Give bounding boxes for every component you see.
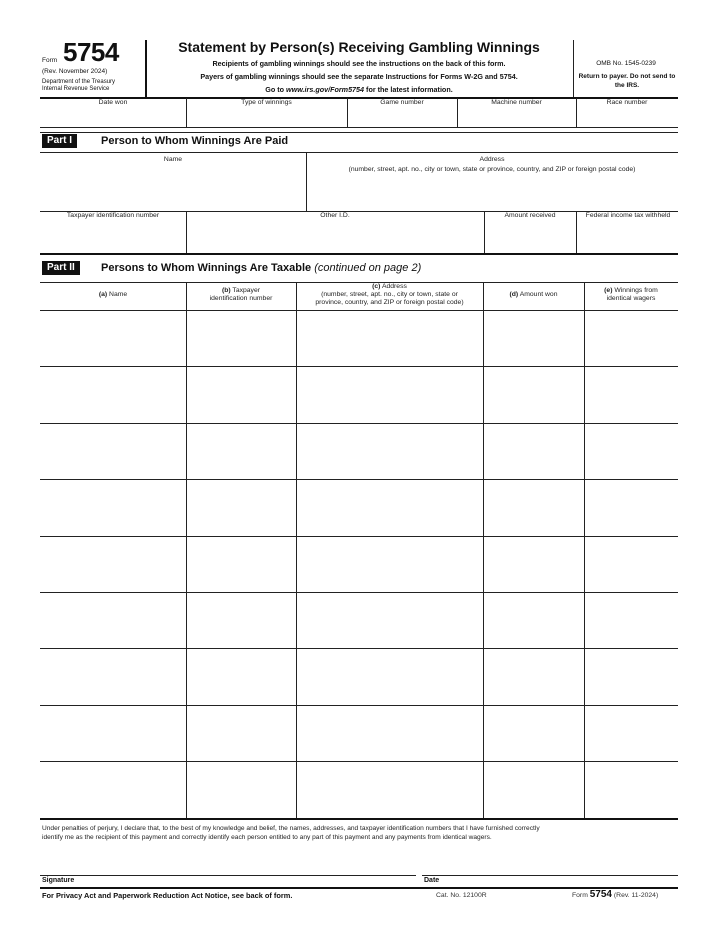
part-2-title: Persons to Whom Winnings Are Taxable [101,262,312,274]
form-label: Form [42,57,58,64]
signature-input[interactable] [42,858,416,876]
game-number-input[interactable] [349,109,459,127]
part-1-badge: Part I [42,134,77,148]
row-name-input[interactable] [43,540,187,590]
signature-label: Signature [42,877,75,884]
row-address-input[interactable] [299,540,484,590]
row-address-input[interactable] [299,709,484,759]
col-d-header: (d) Amount won [509,291,558,298]
other-id-label: Other I.D. [320,212,350,219]
row-address-input[interactable] [299,483,484,533]
privacy-act-notice: For Privacy Act and Paperwork Reduction Act Notice, see back of form. [42,891,293,900]
department-name: Department of the Treasury [42,79,116,85]
row-divider [40,366,678,367]
date-input[interactable] [424,858,678,876]
part-1-title: Person to Whom Winnings Are Paid [101,135,289,147]
agency-name: Internal Revenue Service [42,86,110,92]
row-address-input[interactable] [299,314,484,364]
row-tin-input[interactable] [189,765,297,815]
row-identical-wagers-input[interactable] [587,709,679,759]
federal-tax-withheld-input[interactable] [580,224,680,252]
machine-number-input[interactable] [459,109,578,127]
instruction-line-1: Recipients of gambling winnings should see the instructions on the back of this form. [212,59,506,68]
row-tin-input[interactable] [189,483,297,533]
row-tin-input[interactable] [189,709,297,759]
row-address-input[interactable] [299,427,484,477]
machine-number-label: Machine number [491,99,542,106]
amount-received-label: Amount received [504,212,556,219]
row-amount-won-input[interactable] [486,427,585,477]
col-c-header: (c) Address (number, street, apt. no., city or town, state or province, country, and ZIP or foreign postal code) [315,283,464,306]
row-address-input[interactable] [299,596,484,646]
row-amount-won-input[interactable] [486,370,585,420]
form-revision: (Rev. November 2024) [42,68,108,75]
instruction-line-3: Go to www.irs.gov/Form5754 for the latest information. [265,85,453,94]
row-amount-won-input[interactable] [486,709,585,759]
row-identical-wagers-input[interactable] [587,596,679,646]
row-identical-wagers-input[interactable] [587,652,679,702]
row-tin-input[interactable] [189,370,297,420]
address-sublabel: (number, street, apt. no., city or town, state or province, country, and ZIP or foreign postal code) [348,166,636,173]
date-label: Date [424,877,440,884]
col-e-header: (e) Winnings from identical wagers [604,287,658,302]
type-of-winnings-label: Type of winnings [241,99,292,106]
catalog-number: Cat. No. 12100R [436,892,487,899]
part-2-title-wrap [101,261,421,275]
col-a-header: (a) Name [98,291,128,298]
part-2-badge: Part II [42,261,80,275]
row-amount-won-input[interactable] [486,596,585,646]
row-tin-input[interactable] [189,427,297,477]
game-number-label: Game number [380,99,424,106]
col-b-header: (b) Taxpayer identification number [209,287,273,302]
row-name-input[interactable] [43,314,187,364]
row-amount-won-input[interactable] [486,314,585,364]
row-divider [40,479,678,480]
row-divider [40,536,678,537]
row-name-input[interactable] [43,483,187,533]
row-name-input[interactable] [43,427,187,477]
amount-received-input[interactable] [488,224,576,252]
address-label: Address [479,156,505,163]
perjury-statement: Under penalties of perjury, I declare that, to the best of my knowledge and belief, the names, addresses, and taxpayer identification numbers that I have furnished correctly identify me as the recipient of this payment and correctly identify each person entitled to any part of this payment and any payments from identical wagers. [42,825,540,841]
row-address-input[interactable] [299,765,484,815]
row-divider [40,705,678,706]
row-divider [40,648,678,649]
type-of-winnings-input[interactable] [188,109,349,127]
federal-tax-withheld-label: Federal income tax withheld [585,212,671,219]
date-won-label: Date won [98,99,128,106]
irs-url-link[interactable]: www.irs.gov/Form5754 [286,85,365,94]
return-to-payer-note: Return to payer. Do not send to the IRS. [578,73,676,89]
instruction-line-2: Payers of gambling winnings should see the separate Instructions for Forms W-2G and 5754. [200,72,518,81]
row-name-input[interactable] [43,596,187,646]
row-divider [40,761,678,762]
row-amount-won-input[interactable] [486,540,585,590]
row-amount-won-input[interactable] [486,765,585,815]
form-number: 5754 [63,37,119,67]
race-number-input[interactable] [578,109,680,127]
row-tin-input[interactable] [189,596,297,646]
row-tin-input[interactable] [189,652,297,702]
row-identical-wagers-input[interactable] [587,540,679,590]
race-number-label: Race number [606,99,648,106]
row-identical-wagers-input[interactable] [587,765,679,815]
date-won-input[interactable] [42,109,188,127]
tin-label: Taxpayer identification number [66,212,160,219]
row-identical-wagers-input[interactable] [587,483,679,533]
row-name-input[interactable] [43,652,187,702]
form-title: Statement by Person(s) Receiving Gambling Winnings [178,39,540,55]
part-2-continued-note: (continued on page 2) [314,262,422,274]
row-name-input[interactable] [43,765,187,815]
name-label: Name [163,156,183,163]
row-divider [40,592,678,593]
row-divider [40,423,678,424]
footer-form-id: Form 5754 (Rev. 11-2024) [572,889,659,900]
omb-number: OMB No. 1545-0239 [596,60,656,67]
tin-input[interactable] [44,224,186,252]
row-name-input[interactable] [43,370,187,420]
row-tin-input[interactable] [189,540,297,590]
row-identical-wagers-input[interactable] [587,427,679,477]
row-amount-won-input[interactable] [486,652,585,702]
row-address-input[interactable] [299,370,484,420]
row-name-input[interactable] [43,709,187,759]
row-identical-wagers-input[interactable] [587,370,679,420]
row-identical-wagers-input[interactable] [587,314,679,364]
row-address-input[interactable] [299,652,484,702]
name-input[interactable] [44,172,306,208]
row-amount-won-input[interactable] [486,483,585,533]
address-input[interactable] [310,178,678,210]
other-id-input[interactable] [190,224,484,252]
row-tin-input[interactable] [189,314,297,364]
